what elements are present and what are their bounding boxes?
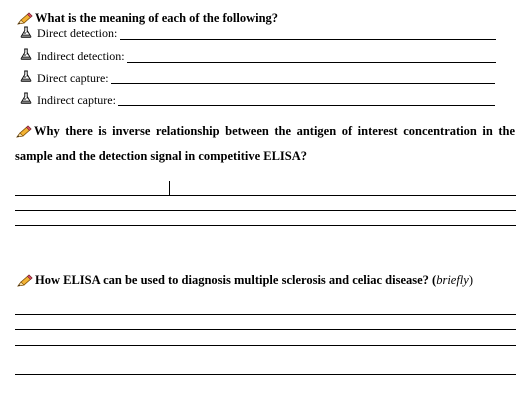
question-3-hint: briefly [436,273,469,288]
answer-line[interactable] [15,374,516,375]
answer-line[interactable] [15,225,516,226]
text-cursor [169,181,170,196]
answer-line-indirect-capture[interactable] [118,105,495,106]
flask-icon [20,26,32,38]
question-3-close: ) [468,273,474,288]
item-label-indirect-detection: Indirect detection: [37,49,125,63]
answer-line[interactable] [15,345,516,346]
answer-line-direct-detection[interactable] [120,39,496,40]
answer-line[interactable] [15,195,516,196]
question-2-text: Why there is inverse relationship between the antigen of interest concentration in the sample and the detection signal in competitive ELISA? [15,124,515,164]
pencil-icon [16,11,33,26]
answer-line-indirect-detection[interactable] [127,62,496,63]
question-1-title: What is the meaning of each of the following? [35,11,279,26]
answer-line-direct-capture[interactable] [111,83,495,84]
pencil-icon [16,273,33,288]
answer-line[interactable] [15,329,516,330]
item-label-direct-detection: Direct detection: [37,26,118,40]
question-2 [15,118,515,168]
answer-line[interactable] [15,210,516,211]
flask-icon [20,70,32,82]
flask-icon [20,48,32,60]
question-3-text: How ELISA can be used to diagnosis multiple sclerosis and celiac disease? ( [35,273,437,288]
question-1 [16,10,278,26]
pencil-icon [15,124,32,139]
flask-icon [20,92,32,104]
question-3 [16,272,473,288]
item-label-direct-capture: Direct capture: [37,71,109,85]
item-label-indirect-capture: Indirect capture: [37,93,116,107]
answer-line[interactable] [15,314,516,315]
